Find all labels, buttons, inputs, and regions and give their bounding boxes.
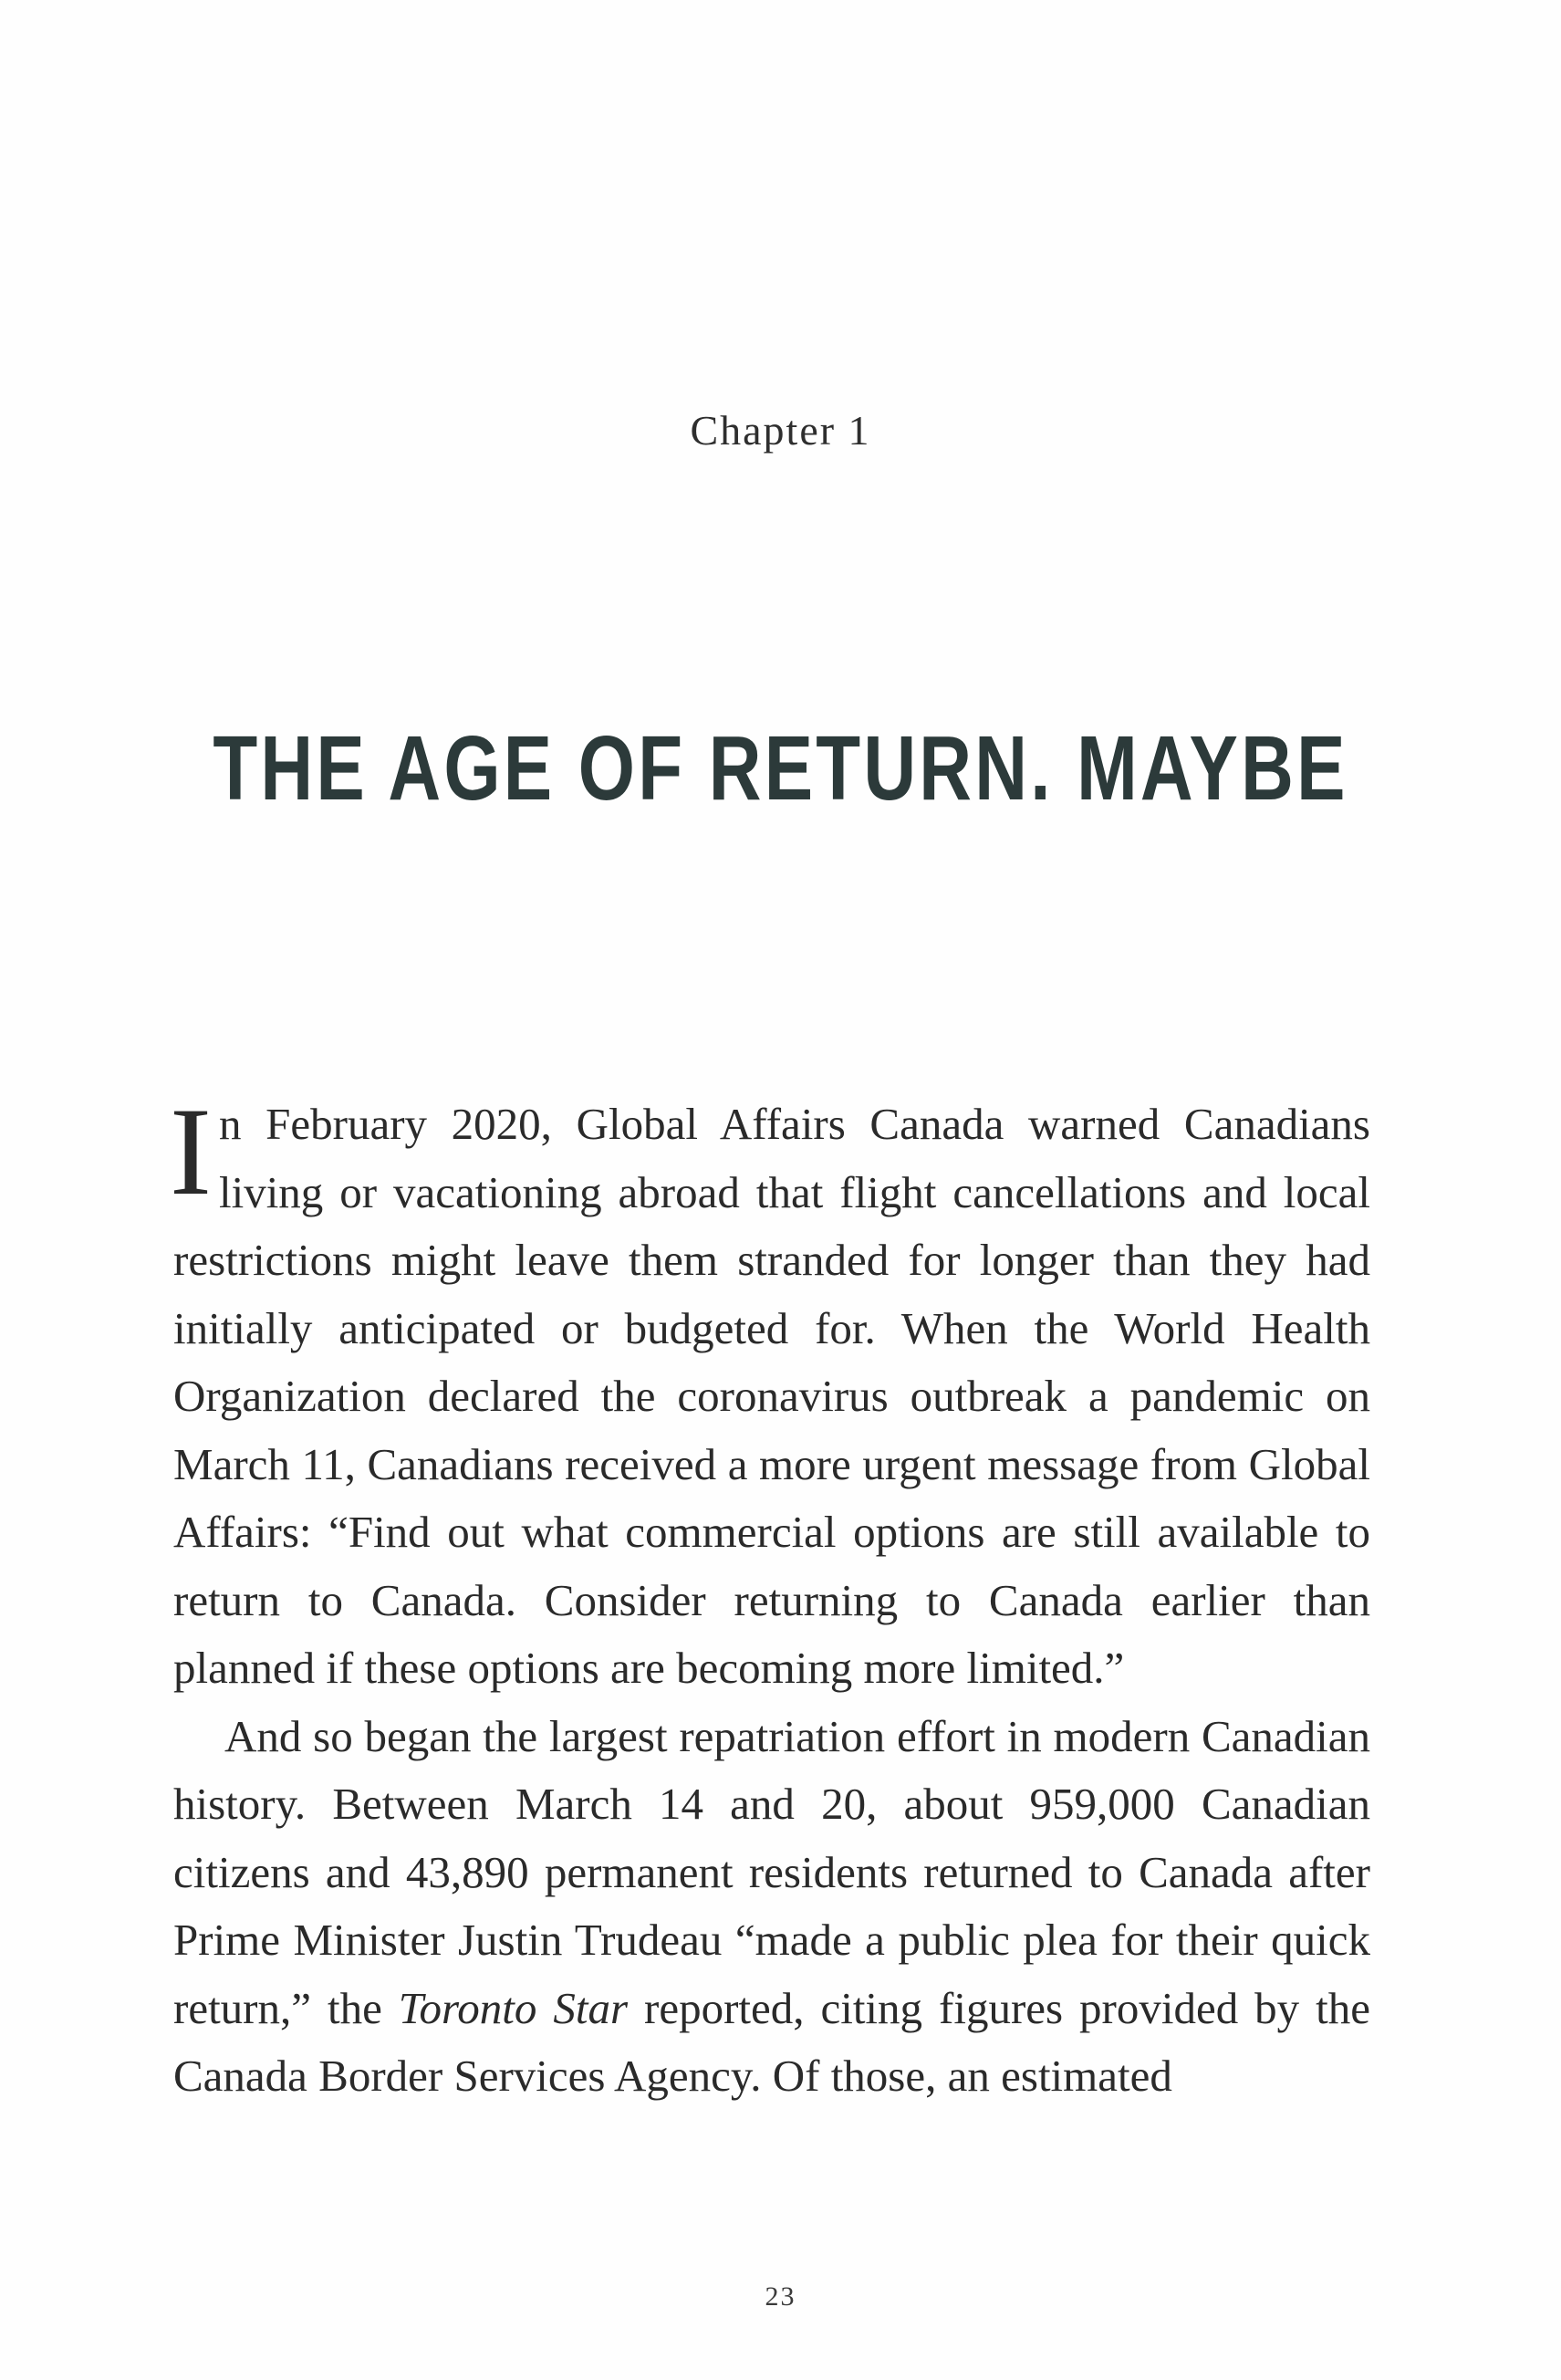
- page-number: 23: [765, 2281, 796, 2312]
- body-text: [170, 1081, 1370, 2111]
- paragraph-2-text-start: And so began the largest repatriation effort in modern Canadian history. Between March 14 and 20, about 959,000 Canadian citizens and 43,890 permanent residents returned to Canada after Prime Minister Justin Trudeau “made a public plea for their quick return,” the: [173, 1710, 1370, 2033]
- chapter-label: Chapter 1: [690, 407, 871, 454]
- paragraph-1-text: n February 2020, Global Affairs Canada warned Canadians living or vacationing abroad that flight cancellations and local restrictions might leave them stranded for longer than they had initially anticipated or budgeted for. When the World Health Organization declared the coronavirus outbreak a pandemic on March 11, Canadians received a more urgent message from Global Affairs: “Find out what commercial options are still available to return to Canada. Consider returning to Canada earlier than planned if these options are becoming more limited.”: [173, 1099, 1370, 1693]
- paragraph-2: [173, 1703, 1370, 2111]
- publication-name: Toronto Star: [398, 1982, 629, 2033]
- drop-cap: I: [170, 1081, 212, 1221]
- paragraph-2-text-end: reported, citing figures provided by the Canada Border Services Agency. Of those, an estimated: [173, 1982, 1370, 2101]
- paragraph-1: [170, 1081, 1370, 1703]
- chapter-title: THE AGE OF RETURN. MAYBE: [213, 717, 1348, 819]
